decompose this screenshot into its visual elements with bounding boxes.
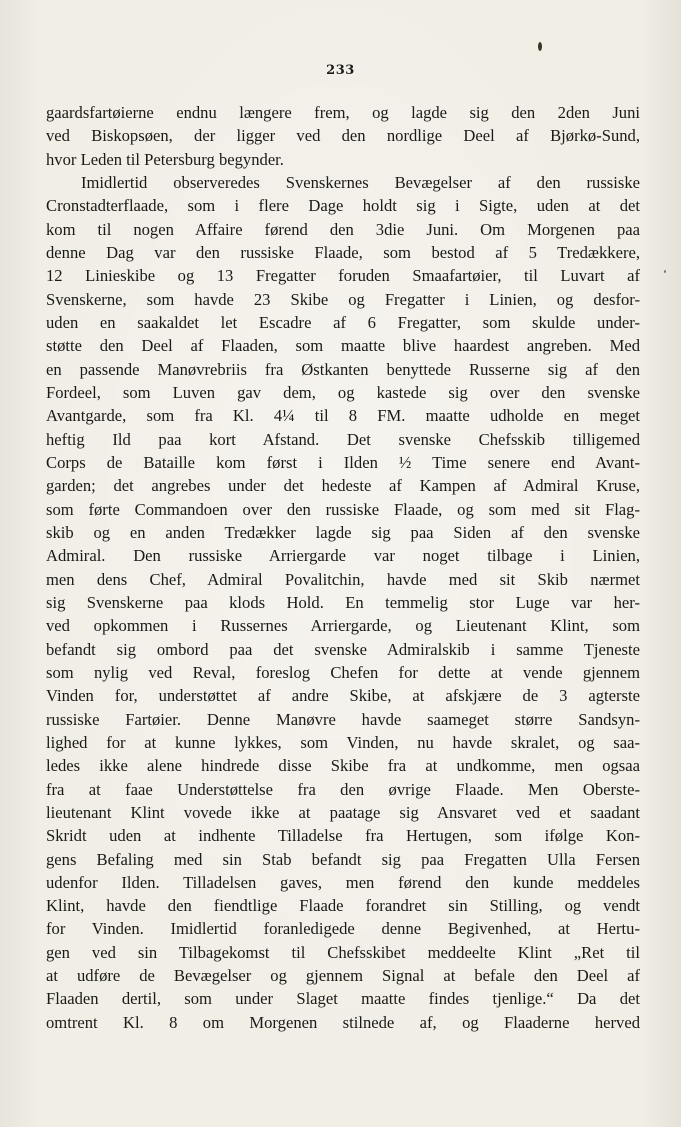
text-line: støtte den Deel af Flaaden, som maatte blive haardest angreben. Med [46, 336, 640, 356]
body-text [46, 101, 640, 1034]
text-line: Fordeel, som Luven gav dem, og kastede sig over den svenske [46, 382, 640, 402]
text-line: Svenskerne, som havde 23 Skibe og Fregatter i Linien, og desfor- [46, 289, 640, 309]
text-line: befandt sig ombord paa det svenske Admiralskib i samme Tjeneste [46, 639, 640, 659]
text-line: Corps de Bataille kom først i Ilden ½ Time senere end Avant- [46, 452, 640, 472]
text-line: heftig Ild paa kort Afstand. Det svenske Chefsskib tilligemed [46, 429, 640, 449]
text-line: Skridt uden at indhente Tilladelse fra Hertugen, som ifølge Kon- [46, 826, 640, 846]
text-line: sig Svenskerne paa klods Hold. En temmelig stor Luge var her- [46, 592, 640, 612]
text-line: gaardsfartøierne endnu længere frem, og lagde sig den 2den Juni [46, 103, 640, 122]
ink-speck [538, 42, 542, 51]
text-line: udenfor Ilden. Tilladelsen gaves, men førend den kunde meddeles [46, 872, 640, 892]
text-line: ved Biskopsøen, der ligger ved den nordlige Deel af Bjørkø-Sund, [46, 126, 640, 146]
text-line: skib og en anden Tredækker lagde sig paa Siden af den svenske [46, 522, 640, 542]
text-line: som førte Commandoen over den russiske Flaade, og som med sit Flag- [46, 499, 640, 519]
text-line: en passende Manøvrebriis fra Østkanten benyttede Russerne sig af den [46, 359, 640, 379]
text-line: 12 Linieskibe og 13 Fregatter foruden Smaafartøier, til Luvart af [46, 266, 640, 286]
text-line: men dens Chef, Admiral Povalitchin, havde med sit Skib nærmet [46, 569, 640, 589]
text-line: hvor Leden til Petersburg begynder. [46, 149, 284, 169]
text-line: omtrent Kl. 8 om Morgenen stilnede af, og Flaaderne herved [46, 1012, 640, 1032]
text-line: ved opkommen i Russernes Arriergarde, og Lieutenant Klint, som [46, 616, 640, 636]
text-line: ledes ikke alene hindrede disse Skibe fra at undkomme, men ogsaa [46, 756, 640, 776]
text-line: at udføre de Bevægelser og gjennem Signal at befale den Deel af [46, 966, 640, 986]
text-line: Vinden for, understøttet af andre Skibe, at afskjære de 3 agterste [46, 686, 640, 706]
text-line: garden; det angrebes under det hedeste af Kampen af Admiral Kruse, [46, 476, 640, 496]
text-line: Klint, havde den fiendtlige Flaade forandret sin Stilling, og vendt [46, 896, 640, 916]
text-line: som nylig ved Reval, foreslog Chefen for dette at vende gjennem [46, 662, 640, 682]
text-line: Imidlertid observeredes Svenskernes Bevægelser af den russiske [81, 172, 640, 192]
ink-speck [664, 270, 666, 273]
text-line: gens Befaling med sin Stab befandt sig paa Fregatten Ulla Fersen [46, 849, 640, 869]
text-line: Avantgarde, som fra Kl. 4¼ til 8 FM. maatte udholde en meget [46, 406, 640, 426]
text-line: russiske Fartøier. Denne Manøvre havde saameget større Sandsyn- [46, 709, 640, 729]
text-line: lieutenant Klint vovede ikke at paatage sig Ansvaret ved et saadant [46, 802, 640, 822]
text-line: fra at faae Understøttelse fra den øvrige Flaade. Men Oberste- [46, 779, 640, 799]
text-line: kom til nogen Affaire førend den 3die Juni. Om Morgenen paa [46, 219, 640, 239]
text-line: gen ved sin Tilbagekomst til Chefsskibet meddeelte Klint „Ret til [46, 942, 640, 962]
text-line: Cronstadterflaade, som i flere Dage holdt sig i Sigte, uden at det [46, 196, 640, 216]
page-number: 233 [326, 63, 355, 78]
text-line: for Vinden. Imidlertid foranledigede denne Begivenhed, at Hertu- [46, 919, 640, 939]
text-line: uden en saakaldet let Escadre af 6 Fregatter, som skulde under- [46, 312, 640, 332]
text-line: denne Dag var den russiske Flaade, som bestod af 5 Tredækkere, [46, 242, 640, 262]
text-line: Admiral. Den russiske Arriergarde var noget tilbage i Linien, [46, 546, 640, 566]
text-line: lighed for at kunne lykkes, som Vinden, nu havde skralet, og saa- [46, 732, 640, 752]
text-line: Flaaden dertil, som under Slaget maatte findes tjenlige.“ Da det [46, 989, 640, 1009]
